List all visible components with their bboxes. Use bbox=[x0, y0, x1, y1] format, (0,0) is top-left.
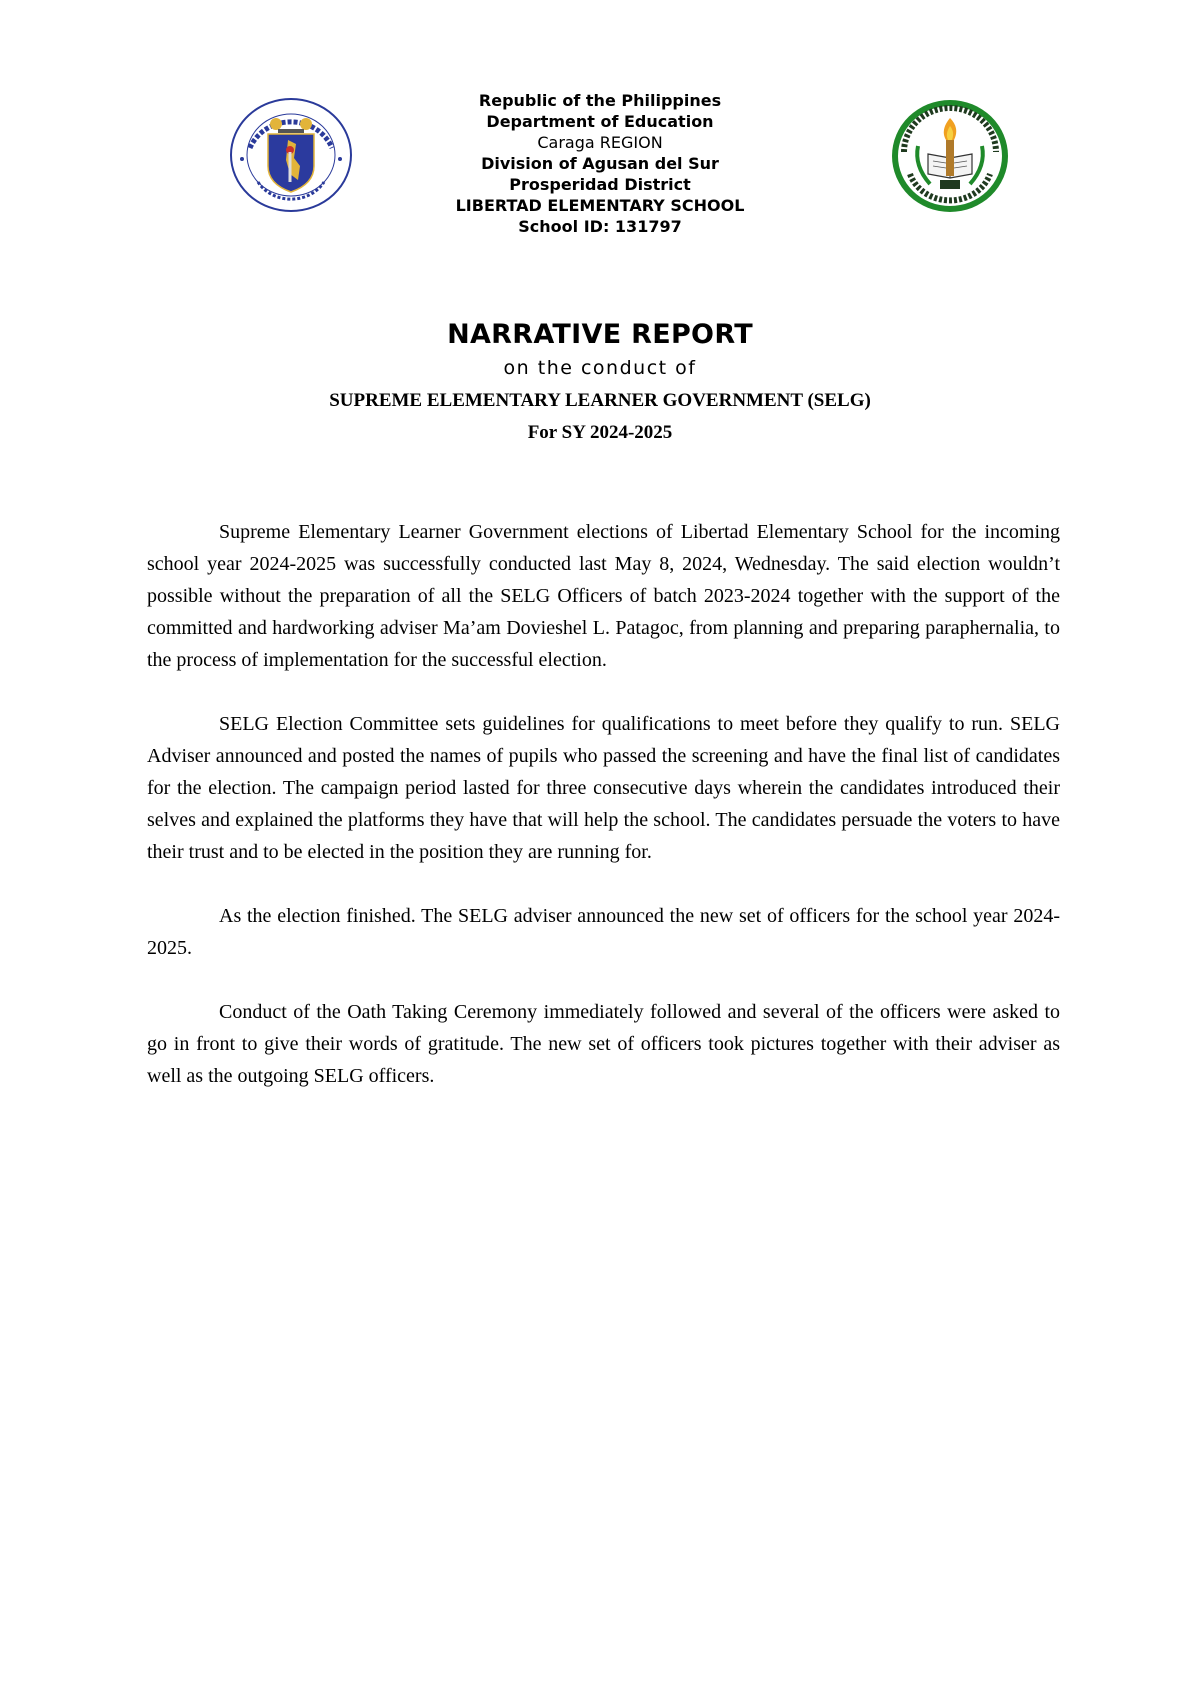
letterhead-division: Division of Agusan del Sur bbox=[481, 154, 719, 173]
report-body bbox=[147, 516, 1060, 1124]
paragraph-election-results: As the election finished. The SELG adviser announced the new set of officers for the school year 2024-2025. bbox=[147, 905, 1060, 959]
letterhead-school-id: School ID: 131797 bbox=[518, 217, 682, 236]
paragraph-election-process: SELG Election Committee sets guidelines for qualifications to meet before they qualify to run. SELG Adviser announced and posted the names of pupils who passed the screening and have the final list of candidates for the election. The campaign period lasted for three consecutive days wherein the candidates introduced their selves and explained the platforms they have that will help the school. The candidates persuade the voters to have their trust and to be elected in the position they are running for. bbox=[147, 713, 1060, 863]
deped-seal-icon bbox=[228, 96, 354, 214]
letterhead-department: Department of Education bbox=[486, 112, 714, 131]
report-subtitle: on the conduct of bbox=[503, 357, 697, 379]
paragraph-election-overview: Supreme Elementary Learner Government elections of Libertad Elementary School for the incoming school year 2024-2025 was successfully conducted last May 8, 2024, Wednesday. The said election wouldn’t possible without the preparation of all the SELG Officers of batch 2023-2024 together with the support of the committed and hardworking adviser Ma’am Dovieshel L. Patagoc, from planning and preparing paraphernalia, to the process of implementation for the successful election. bbox=[147, 521, 1060, 671]
report-title-block bbox=[140, 318, 1060, 449]
letterhead bbox=[380, 90, 820, 237]
school-seal-icon bbox=[888, 96, 1012, 216]
letterhead-republic: Republic of the Philippines bbox=[478, 91, 722, 110]
report-school-year: For SY 2024-2025 bbox=[527, 422, 673, 443]
paragraph-oath-taking: Conduct of the Oath Taking Ceremony immediately followed and several of the officers were asked to go in front to give their words of gratitude. The new set of officers took pictures together with their adviser as well as the outgoing SELG officers. bbox=[147, 1001, 1060, 1087]
letterhead-school-name: LIBERTAD ELEMENTARY SCHOOL bbox=[455, 196, 745, 215]
report-organization: SUPREME ELEMENTARY LEARNER GOVERNMENT (SELG) bbox=[329, 390, 871, 411]
letterhead-district: Prosperidad District bbox=[509, 175, 691, 194]
report-title: NARRATIVE REPORT bbox=[447, 319, 753, 350]
letterhead-region: Caraga REGION bbox=[537, 133, 663, 152]
